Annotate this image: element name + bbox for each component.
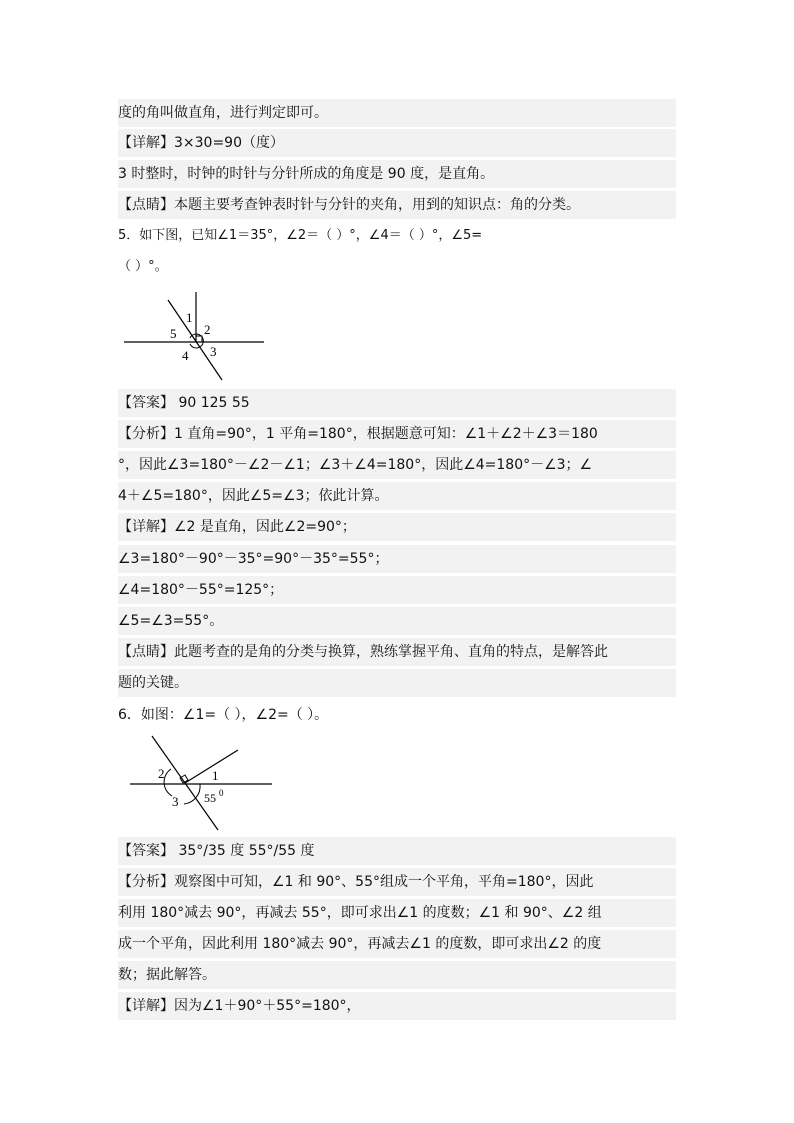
angle-label-5: 5 — [170, 326, 177, 341]
text-line: 【点睛】此题考查的是角的分类与换算，熟练掌握平角、直角的特点，是解答此 — [118, 638, 676, 666]
angle-label-3: 3 — [172, 794, 179, 809]
angle-label-2: 2 — [204, 322, 211, 337]
text-line: 数；据此解答。 — [118, 961, 676, 989]
text-line: 【详解】因为∠1＋90°＋55°=180°， — [118, 992, 676, 1020]
text-line: 【分析】观察图中可知，∠1 和 90°、55°组成一个平角，平角=180°，因此 — [118, 868, 676, 896]
angle-label-4: 4 — [182, 348, 189, 363]
degree-mark: 0 — [219, 788, 224, 798]
text-line: 成一个平角，因此利用 180°减去 90°，再减去∠1 的度数，即可求出∠2 的度 — [118, 930, 676, 958]
answer-line: 【答案】 35°/35 度 55°/55 度 — [118, 837, 676, 865]
angle-label-1: 1 — [186, 310, 193, 325]
angle-label-55: 55 — [204, 791, 216, 805]
text-line: 【详解】3×30=90（度） — [118, 129, 676, 157]
angle-label-1: 1 — [212, 768, 219, 783]
angle-figure-q5 — [120, 288, 280, 388]
answer-line: 【答案】 90 125 55 — [118, 389, 676, 417]
angle-label-3: 3 — [210, 344, 217, 359]
angle-figure-q6 — [126, 734, 276, 834]
text-line: ∠4=180°－55°=125°； — [118, 576, 676, 604]
text-line: 度的角叫做直角，进行判定即可。 — [118, 99, 676, 127]
text-line: 4＋∠5=180°，因此∠5=∠3；依此计算。 — [118, 482, 676, 510]
text-line: 【点睛】本题主要考查钟表时针与分针的夹角，用到的知识点：角的分类。 — [118, 191, 676, 219]
question-5-text-cont: （ ）°。 — [118, 259, 168, 274]
angle-label-2: 2 — [158, 766, 165, 781]
text-line: ∠5=∠3=55°。 — [118, 607, 676, 635]
question-5-text: 5．如下图，已知∠1＝35°，∠2＝（ ）°，∠4＝（ ）°，∠5= — [118, 228, 483, 243]
question-6-text: 6．如图：∠1=（ ），∠2=（ ）。 — [118, 707, 329, 723]
text-line: °，因此∠3=180°－∠2－∠1；∠3＋∠4=180°，因此∠4=180°－∠3；∠ — [118, 451, 676, 479]
text-line: 利用 180°减去 90°，再减去 55°，即可求出∠1 的度数；∠1 和 90°、∠2 组 — [118, 899, 676, 927]
text-line: ∠3=180°－90°－35°=90°－35°=55°； — [118, 545, 676, 573]
text-line: 3 时整时，时钟的时针与分针所成的角度是 90 度，是直角。 — [118, 160, 676, 188]
text-line: 【分析】1 直角=90°，1 平角=180°，根据题意可知：∠1＋∠2＋∠3＝180 — [118, 420, 676, 448]
text-line: 题的关键。 — [118, 669, 676, 697]
text-line: 【详解】∠2 是直角，因此∠2=90°； — [118, 513, 676, 541]
